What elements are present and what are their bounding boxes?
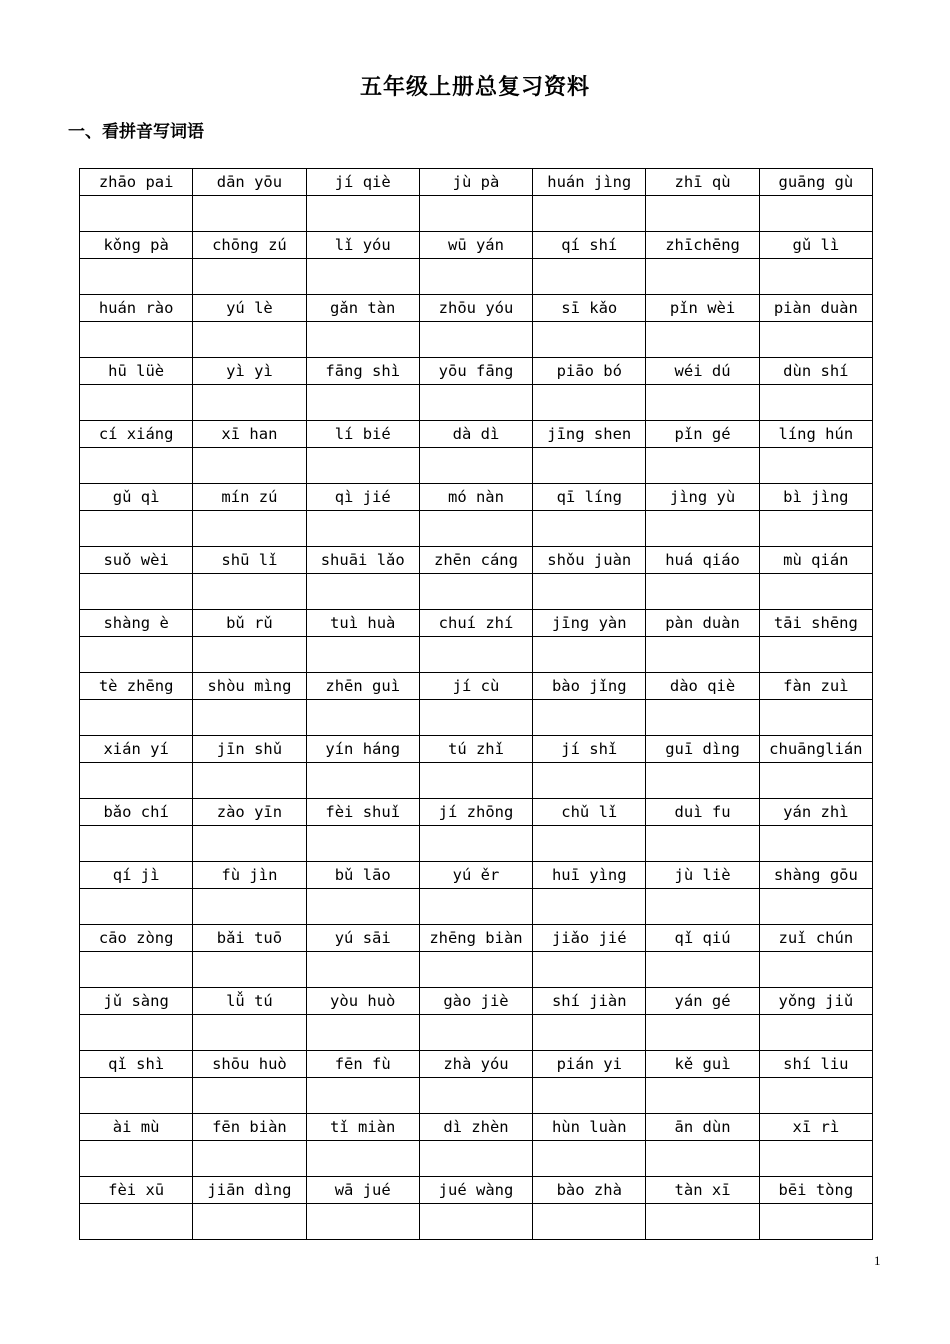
- answer-cell[interactable]: [759, 511, 872, 547]
- answer-cell[interactable]: [419, 889, 532, 925]
- answer-row: [80, 1015, 873, 1051]
- answer-cell[interactable]: [759, 637, 872, 673]
- answer-cell[interactable]: [419, 448, 532, 484]
- answer-cell[interactable]: [306, 637, 419, 673]
- answer-cell[interactable]: [759, 763, 872, 799]
- pinyin-cell: xī han: [193, 421, 306, 448]
- pinyin-row: [80, 673, 873, 700]
- pinyin-cell: yán zhì: [759, 799, 872, 826]
- answer-cell[interactable]: [80, 448, 193, 484]
- answer-cell[interactable]: [419, 1078, 532, 1114]
- section-heading: 一、看拼音写词语: [68, 122, 204, 142]
- answer-cell[interactable]: [306, 1015, 419, 1051]
- pinyin-cell: bào zhà: [533, 1177, 646, 1204]
- answer-cell[interactable]: [533, 448, 646, 484]
- answer-cell[interactable]: [646, 448, 759, 484]
- pinyin-cell: xī rì: [759, 1114, 872, 1141]
- pinyin-cell: pàn duàn: [646, 610, 759, 637]
- pinyin-cell: pián yi: [533, 1051, 646, 1078]
- pinyin-cell: zhōu yóu: [419, 295, 532, 322]
- answer-row: [80, 511, 873, 547]
- pinyin-cell: jù liè: [646, 862, 759, 889]
- pinyin-cell: shōu huò: [193, 1051, 306, 1078]
- pinyin-row: [80, 358, 873, 385]
- pinyin-cell: yán gé: [646, 988, 759, 1015]
- pinyin-cell: tuì huà: [306, 610, 419, 637]
- answer-cell[interactable]: [646, 574, 759, 610]
- answer-cell[interactable]: [193, 322, 306, 358]
- pinyin-cell: yú sāi: [306, 925, 419, 952]
- pinyin-cell: huī yìng: [533, 862, 646, 889]
- pinyin-cell: ān dùn: [646, 1114, 759, 1141]
- answer-cell[interactable]: [306, 385, 419, 421]
- answer-row: [80, 574, 873, 610]
- pinyin-cell: yì yì: [193, 358, 306, 385]
- pinyin-cell: gào jiè: [419, 988, 532, 1015]
- pinyin-cell: zuǐ chún: [759, 925, 872, 952]
- answer-row: [80, 385, 873, 421]
- pinyin-cell: bǎo chí: [80, 799, 193, 826]
- answer-cell[interactable]: [419, 637, 532, 673]
- answer-cell[interactable]: [80, 952, 193, 988]
- pinyin-row: [80, 799, 873, 826]
- pinyin-row: [80, 862, 873, 889]
- answer-cell[interactable]: [419, 763, 532, 799]
- answer-row: [80, 826, 873, 862]
- answer-row: [80, 196, 873, 232]
- pinyin-cell: qǐ qiú: [646, 925, 759, 952]
- pinyin-cell: yú ěr: [419, 862, 532, 889]
- answer-cell[interactable]: [193, 637, 306, 673]
- answer-cell[interactable]: [193, 385, 306, 421]
- pinyin-cell: yǒng jiǔ: [759, 988, 872, 1015]
- pinyin-cell: pǐn wèi: [646, 295, 759, 322]
- answer-cell[interactable]: [759, 1204, 872, 1240]
- pinyin-cell: wū yán: [419, 232, 532, 259]
- answer-row: [80, 448, 873, 484]
- pinyin-cell: chuānglián: [759, 736, 872, 763]
- answer-cell[interactable]: [419, 826, 532, 862]
- answer-cell[interactable]: [193, 826, 306, 862]
- answer-cell[interactable]: [306, 1141, 419, 1177]
- pinyin-row: [80, 169, 873, 196]
- answer-cell[interactable]: [80, 763, 193, 799]
- answer-cell[interactable]: [533, 574, 646, 610]
- answer-cell[interactable]: [533, 1204, 646, 1240]
- answer-row: [80, 889, 873, 925]
- answer-cell[interactable]: [419, 1141, 532, 1177]
- pinyin-cell: fēn fù: [306, 1051, 419, 1078]
- pinyin-cell: huá qiáo: [646, 547, 759, 574]
- pinyin-cell: fèi xū: [80, 1177, 193, 1204]
- answer-cell[interactable]: [193, 196, 306, 232]
- answer-cell[interactable]: [759, 952, 872, 988]
- pinyin-row: [80, 421, 873, 448]
- pinyin-cell: shǒu juàn: [533, 547, 646, 574]
- answer-cell[interactable]: [80, 826, 193, 862]
- answer-cell[interactable]: [193, 889, 306, 925]
- pinyin-cell: zhāo pai: [80, 169, 193, 196]
- pinyin-row: [80, 610, 873, 637]
- pinyin-cell: bì jìng: [759, 484, 872, 511]
- answer-cell[interactable]: [419, 700, 532, 736]
- answer-cell[interactable]: [533, 385, 646, 421]
- answer-cell[interactable]: [646, 511, 759, 547]
- pinyin-cell: jí qiè: [306, 169, 419, 196]
- answer-cell[interactable]: [533, 322, 646, 358]
- pinyin-cell: cāo zòng: [80, 925, 193, 952]
- answer-cell[interactable]: [646, 322, 759, 358]
- answer-row: [80, 1141, 873, 1177]
- pinyin-cell: lǚ tú: [193, 988, 306, 1015]
- pinyin-cell: huán jìng: [533, 169, 646, 196]
- pinyin-cell: gǔ qì: [80, 484, 193, 511]
- answer-cell[interactable]: [533, 511, 646, 547]
- pinyin-cell: dì zhèn: [419, 1114, 532, 1141]
- answer-cell[interactable]: [306, 952, 419, 988]
- pinyin-cell: xián yí: [80, 736, 193, 763]
- pinyin-cell: shòu mìng: [193, 673, 306, 700]
- answer-cell[interactable]: [80, 259, 193, 295]
- pinyin-row: [80, 1114, 873, 1141]
- pinyin-cell: cí xiáng: [80, 421, 193, 448]
- answer-cell[interactable]: [419, 952, 532, 988]
- pinyin-cell: lí bié: [306, 421, 419, 448]
- answer-cell[interactable]: [306, 511, 419, 547]
- pinyin-row: [80, 547, 873, 574]
- pinyin-cell: shí jiàn: [533, 988, 646, 1015]
- answer-cell[interactable]: [419, 1204, 532, 1240]
- pinyin-row: [80, 925, 873, 952]
- answer-cell[interactable]: [306, 259, 419, 295]
- answer-cell[interactable]: [80, 322, 193, 358]
- answer-cell[interactable]: [193, 952, 306, 988]
- pinyin-cell: wā jué: [306, 1177, 419, 1204]
- pinyin-cell: piāo bó: [533, 358, 646, 385]
- pinyin-row: [80, 232, 873, 259]
- answer-cell[interactable]: [646, 1204, 759, 1240]
- answer-cell[interactable]: [193, 1015, 306, 1051]
- answer-cell[interactable]: [419, 1015, 532, 1051]
- pinyin-cell: jiān dìng: [193, 1177, 306, 1204]
- pinyin-cell: chōng zú: [193, 232, 306, 259]
- pinyin-cell: fù jìn: [193, 862, 306, 889]
- pinyin-cell: jí cù: [419, 673, 532, 700]
- answer-cell[interactable]: [533, 700, 646, 736]
- answer-cell[interactable]: [646, 259, 759, 295]
- pinyin-row: [80, 988, 873, 1015]
- answer-cell[interactable]: [193, 763, 306, 799]
- answer-cell[interactable]: [193, 574, 306, 610]
- pinyin-cell: shū lǐ: [193, 547, 306, 574]
- answer-cell[interactable]: [306, 196, 419, 232]
- pinyin-cell: shuāi lǎo: [306, 547, 419, 574]
- pinyin-cell: jǔ sàng: [80, 988, 193, 1015]
- answer-cell[interactable]: [306, 700, 419, 736]
- pinyin-cell: yú lè: [193, 295, 306, 322]
- pinyin-cell: guāng gù: [759, 169, 872, 196]
- answer-row: [80, 1204, 873, 1240]
- answer-cell[interactable]: [80, 196, 193, 232]
- page-title: 五年级上册总复习资料: [359, 75, 590, 100]
- answer-cell[interactable]: [759, 826, 872, 862]
- answer-cell[interactable]: [306, 574, 419, 610]
- pinyin-cell: qī líng: [533, 484, 646, 511]
- pinyin-cell: qì jié: [306, 484, 419, 511]
- pinyin-cell: dà dì: [419, 421, 532, 448]
- answer-cell[interactable]: [193, 700, 306, 736]
- pinyin-cell: dān yōu: [193, 169, 306, 196]
- pinyin-cell: bēi tòng: [759, 1177, 872, 1204]
- answer-cell[interactable]: [419, 574, 532, 610]
- pinyin-cell: bǔ rǔ: [193, 610, 306, 637]
- answer-cell[interactable]: [759, 196, 872, 232]
- pinyin-cell: qí shí: [533, 232, 646, 259]
- answer-cell[interactable]: [646, 889, 759, 925]
- pinyin-cell: zhà yóu: [419, 1051, 532, 1078]
- answer-cell[interactable]: [759, 259, 872, 295]
- pinyin-cell: suǒ wèi: [80, 547, 193, 574]
- pinyin-cell: bào jǐng: [533, 673, 646, 700]
- pinyin-cell: tè zhēng: [80, 673, 193, 700]
- answer-cell[interactable]: [80, 1015, 193, 1051]
- pinyin-cell: jué wàng: [419, 1177, 532, 1204]
- answer-cell[interactable]: [419, 511, 532, 547]
- answer-cell[interactable]: [646, 196, 759, 232]
- answer-cell[interactable]: [533, 826, 646, 862]
- pinyin-cell: jīng yàn: [533, 610, 646, 637]
- pinyin-cell: yín háng: [306, 736, 419, 763]
- answer-cell[interactable]: [80, 511, 193, 547]
- answer-row: [80, 952, 873, 988]
- answer-cell[interactable]: [533, 637, 646, 673]
- answer-row: [80, 700, 873, 736]
- answer-cell[interactable]: [533, 952, 646, 988]
- answer-cell[interactable]: [306, 322, 419, 358]
- answer-cell[interactable]: [533, 259, 646, 295]
- pinyin-cell: fàn zuì: [759, 673, 872, 700]
- pinyin-cell: zhēn cáng: [419, 547, 532, 574]
- answer-cell[interactable]: [759, 322, 872, 358]
- pinyin-row: [80, 1177, 873, 1204]
- answer-cell[interactable]: [193, 1141, 306, 1177]
- pinyin-cell: kě guì: [646, 1051, 759, 1078]
- pinyin-cell: tǐ miàn: [306, 1114, 419, 1141]
- pinyin-cell: hū lüè: [80, 358, 193, 385]
- pinyin-cell: jīn shǔ: [193, 736, 306, 763]
- answer-cell[interactable]: [80, 1204, 193, 1240]
- answer-cell[interactable]: [306, 448, 419, 484]
- pinyin-cell: zhīchēng: [646, 232, 759, 259]
- answer-row: [80, 322, 873, 358]
- answer-cell[interactable]: [306, 763, 419, 799]
- answer-cell[interactable]: [306, 889, 419, 925]
- pinyin-row: [80, 1051, 873, 1078]
- pinyin-cell: kǒng pà: [80, 232, 193, 259]
- pinyin-cell: tàn xī: [646, 1177, 759, 1204]
- answer-cell[interactable]: [533, 889, 646, 925]
- answer-cell[interactable]: [80, 1141, 193, 1177]
- pinyin-cell: qǐ shì: [80, 1051, 193, 1078]
- answer-cell[interactable]: [646, 1141, 759, 1177]
- pinyin-cell: zhēn guì: [306, 673, 419, 700]
- pinyin-cell: fēn biàn: [193, 1114, 306, 1141]
- answer-row: [80, 1078, 873, 1114]
- pinyin-cell: shí liu: [759, 1051, 872, 1078]
- pinyin-cell: wéi dú: [646, 358, 759, 385]
- pinyin-cell: ài mù: [80, 1114, 193, 1141]
- answer-cell[interactable]: [193, 1078, 306, 1114]
- pinyin-cell: jiǎo jié: [533, 925, 646, 952]
- answer-cell[interactable]: [646, 637, 759, 673]
- pinyin-cell: shàng è: [80, 610, 193, 637]
- pinyin-cell: líng hún: [759, 421, 872, 448]
- pinyin-cell: mù qián: [759, 547, 872, 574]
- pinyin-cell: chǔ lǐ: [533, 799, 646, 826]
- answer-cell[interactable]: [646, 826, 759, 862]
- page-number: 1: [874, 1253, 881, 1268]
- answer-cell[interactable]: [80, 574, 193, 610]
- pinyin-cell: zhēng biàn: [419, 925, 532, 952]
- answer-cell[interactable]: [533, 763, 646, 799]
- pinyin-row: [80, 736, 873, 763]
- pinyin-cell: zào yīn: [193, 799, 306, 826]
- pinyin-cell: pǐn gé: [646, 421, 759, 448]
- pinyin-cell: chuí zhí: [419, 610, 532, 637]
- answer-cell[interactable]: [646, 385, 759, 421]
- answer-cell[interactable]: [419, 322, 532, 358]
- pinyin-cell: jí zhōng: [419, 799, 532, 826]
- pinyin-cell: yōu fāng: [419, 358, 532, 385]
- answer-cell[interactable]: [80, 889, 193, 925]
- pinyin-cell: jí shǐ: [533, 736, 646, 763]
- pinyin-cell: dùn shí: [759, 358, 872, 385]
- pinyin-cell: dào qiè: [646, 673, 759, 700]
- answer-cell[interactable]: [646, 763, 759, 799]
- answer-cell[interactable]: [533, 1078, 646, 1114]
- pinyin-cell: sī kǎo: [533, 295, 646, 322]
- answer-cell[interactable]: [533, 196, 646, 232]
- pinyin-cell: shàng gōu: [759, 862, 872, 889]
- answer-cell[interactable]: [80, 637, 193, 673]
- pinyin-cell: gǎn tàn: [306, 295, 419, 322]
- answer-cell[interactable]: [80, 700, 193, 736]
- pinyin-cell: qí jì: [80, 862, 193, 889]
- answer-cell[interactable]: [419, 196, 532, 232]
- pinyin-cell: tú zhǐ: [419, 736, 532, 763]
- answer-row: [80, 259, 873, 295]
- answer-cell[interactable]: [646, 1015, 759, 1051]
- pinyin-cell: mín zú: [193, 484, 306, 511]
- answer-cell[interactable]: [759, 385, 872, 421]
- pinyin-cell: bǔ lāo: [306, 862, 419, 889]
- pinyin-cell: jù pà: [419, 169, 532, 196]
- answer-cell[interactable]: [646, 1078, 759, 1114]
- answer-cell[interactable]: [80, 1078, 193, 1114]
- pinyin-cell: tāi shēng: [759, 610, 872, 637]
- answer-cell[interactable]: [306, 1204, 419, 1240]
- pinyin-cell: lǐ yóu: [306, 232, 419, 259]
- pinyin-cell: guī dìng: [646, 736, 759, 763]
- answer-cell[interactable]: [759, 700, 872, 736]
- answer-cell[interactable]: [533, 1015, 646, 1051]
- pinyin-cell: fāng shì: [306, 358, 419, 385]
- pinyin-cell: bǎi tuō: [193, 925, 306, 952]
- answer-cell[interactable]: [306, 1078, 419, 1114]
- pinyin-cell: duì fu: [646, 799, 759, 826]
- answer-cell[interactable]: [193, 1204, 306, 1240]
- answer-cell[interactable]: [419, 385, 532, 421]
- answer-cell[interactable]: [759, 448, 872, 484]
- answer-cell[interactable]: [759, 1078, 872, 1114]
- answer-row: [80, 763, 873, 799]
- pinyin-cell: jīng shen: [533, 421, 646, 448]
- answer-cell[interactable]: [193, 259, 306, 295]
- answer-cell[interactable]: [759, 1015, 872, 1051]
- pinyin-cell: huán rào: [80, 295, 193, 322]
- answer-cell[interactable]: [759, 1141, 872, 1177]
- answer-cell[interactable]: [646, 952, 759, 988]
- answer-cell[interactable]: [533, 1141, 646, 1177]
- answer-cell[interactable]: [419, 259, 532, 295]
- pinyin-cell: gǔ lì: [759, 232, 872, 259]
- answer-cell[interactable]: [759, 889, 872, 925]
- pinyin-cell: zhī qù: [646, 169, 759, 196]
- pinyin-cell: piàn duàn: [759, 295, 872, 322]
- answer-cell[interactable]: [759, 574, 872, 610]
- pinyin-row: [80, 484, 873, 511]
- answer-cell[interactable]: [193, 448, 306, 484]
- answer-cell[interactable]: [80, 385, 193, 421]
- answer-cell[interactable]: [306, 826, 419, 862]
- pinyin-cell: jìng yù: [646, 484, 759, 511]
- pinyin-row: [80, 295, 873, 322]
- pinyin-cell: yòu huò: [306, 988, 419, 1015]
- pinyin-cell: hùn luàn: [533, 1114, 646, 1141]
- answer-cell[interactable]: [193, 511, 306, 547]
- answer-cell[interactable]: [646, 700, 759, 736]
- pinyin-cell: mó nàn: [419, 484, 532, 511]
- answer-row: [80, 637, 873, 673]
- pinyin-cell: fèi shuǐ: [306, 799, 419, 826]
- pinyin-table: [79, 168, 873, 1240]
